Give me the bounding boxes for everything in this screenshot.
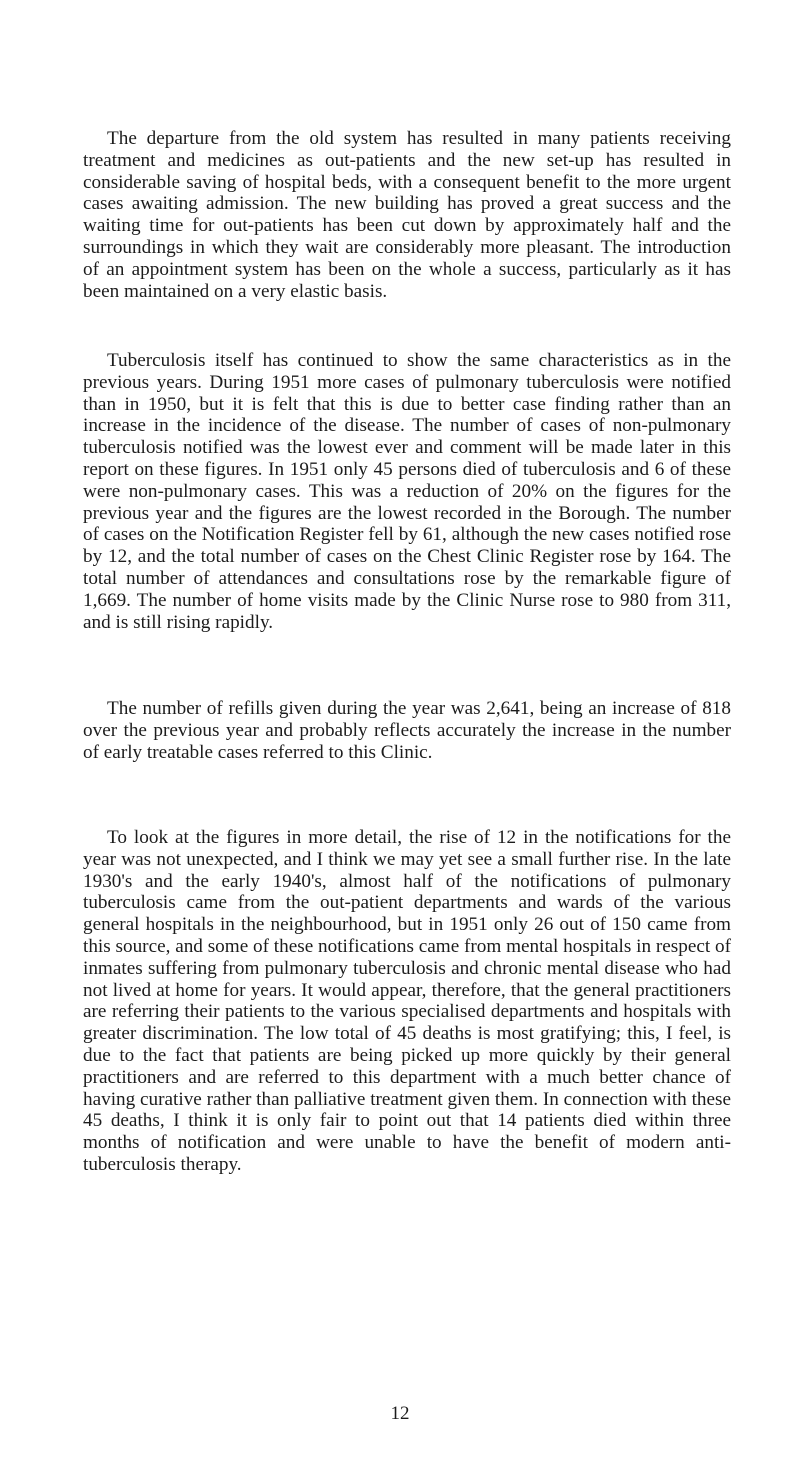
paragraph-tuberculosis-characteristics: Tuberculosis itself has continued to show the same characteristics as in the previous years. During 1951 more cases of pulmonary tuberculosis were notified than in 1950, but it is felt that this is due to better case finding rather than an increase in the incidence of the disease. The number of cases of non-pulmonary tuberculosis notified was the lowest ever and comment will be made later in this report on these figures. In 1951 only 45 persons died of tuberculosis and 6 of these were non-pulmonary cases. This was a reduction of 20% on the figures for the previous year and the figures are the lowest recorded in the Borough. The number of cases on the Notification Register fell by 61, although the new cases notified rose by 12, and the total number of cases on the Chest Clinic Register rose by 164. The total number of attendances and consultations rose by the remarkable figure of 1,669. The number of home visits made by the Clinic Nurse rose to 980 from 311, and is still rising rapidly.: [83, 350, 731, 633]
page-number: 12: [390, 1403, 410, 1424]
paragraph-hospital-out-patients: The departure from the old system has resulted in many patients receiving treatment and medicines as out-patients and the new set-up has resulted in considerable saving of hospital beds, with a consequent benefit to the more urgent cases awaiting admission. The new building has proved a great success and the waiting time for out-patients has been cut down by approximately half and the surroundings in which they wait are considerably more pleasant. The introduction of an appointment system has been on the whole a success, particularly as it has been maintained on a very elastic basis.: [83, 128, 731, 302]
paragraph-refills: The number of refills given during the year was 2,641, being an increase of 818 over the previous year and probably reflects accurately the increase in the number of early treatable cases referred to this Clinic.: [83, 698, 731, 763]
paragraph-notification-details: To look at the figures in more detail, the rise of 12 in the notifications for the year was not unexpected, and I think we may yet see a small further rise. In the late 1930's and the early 1940's, almost half of the notifications of pulmonary tuberculosis came from the out-patient departments and wards of the various general hospitals in the neighbourhood, but in 1951 only 26 out of 150 came from this source, and some of these notifications came from mental hospitals in respect of inmates suffering from pulmonary tuberculosis and chronic mental disease who had not lived at home for years. It would appear, therefore, that the general practitioners are referring their patients to the various specialised departments and hospitals with greater discrimination. The low total of 45 deaths is most gratifying; this, I feel, is due to the fact that patients are being picked up more quickly by their general practitioners and are referred to this department with a much better chance of having curative rather than palliative treatment given them. In connection with these 45 deaths, I think it is only fair to point out that 14 patients died within three months of notification and were unable to have the benefit of modern anti-tuberculosis therapy.: [83, 827, 731, 1175]
